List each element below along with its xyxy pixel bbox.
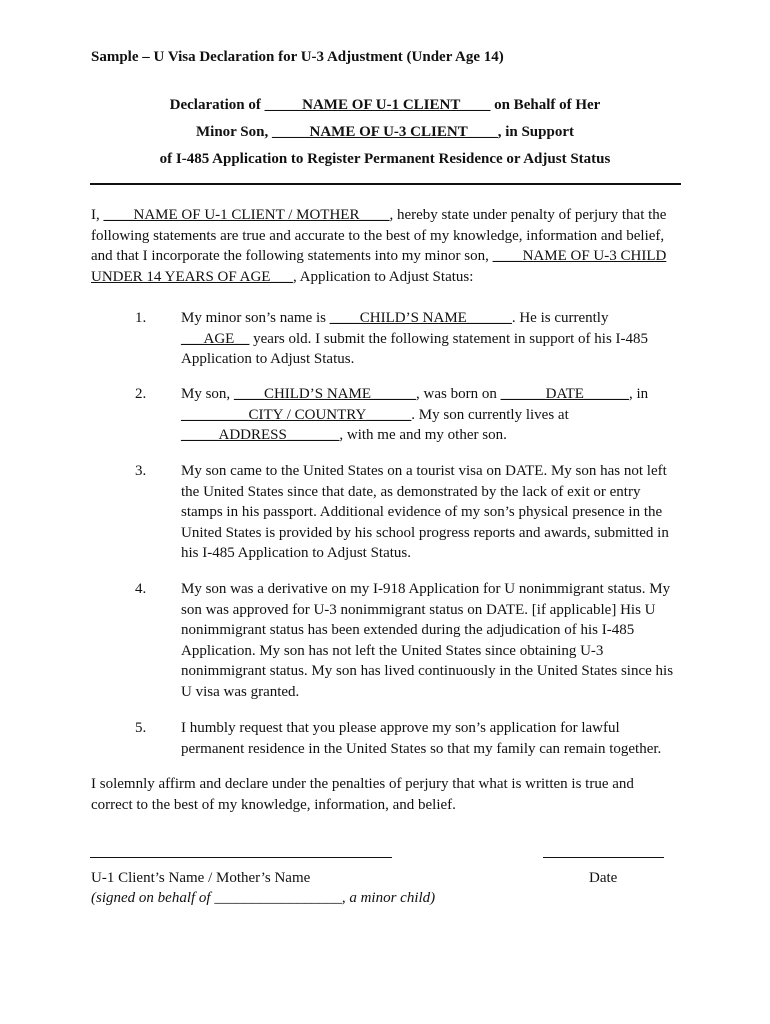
- item-text: [181, 384, 691, 446]
- item-line: his I-485 Application to Adjust Status.: [181, 545, 412, 562]
- signer-name-label: U-1 Client’s Name / Mother’s Name: [91, 870, 311, 886]
- heading-line-3: of I-485 Application to Register Permanent Residence or Adjust Status: [159, 151, 611, 167]
- item-line: nonimmigrant status. My son has lived continuously in the United States since his: [181, 663, 674, 680]
- mother-name-blank: ____NAME OF U-1 CLIENT / MOTHER____: [103, 207, 390, 223]
- item-line: My son came to the United States on a tourist visa on DATE. My son has not left: [181, 463, 667, 479]
- intro-text: , Application to Adjust Status:: [292, 268, 474, 285]
- item-line: [181, 384, 691, 405]
- item-text-run: , was born on: [416, 386, 501, 402]
- item-text-run: My minor son’s name is: [181, 310, 330, 326]
- intro-line: [91, 246, 691, 267]
- client-name-blank: _____NAME OF U-1 CLIENT____: [264, 97, 491, 113]
- item-number: 3.: [135, 463, 147, 479]
- minor-name-blank: _____NAME OF U-3 CLIENT____: [272, 124, 498, 140]
- signed-on-behalf-note: (signed on behalf of _________________, a minor child): [91, 890, 436, 906]
- childs-name-blank: ____CHILD’S NAME______: [329, 310, 512, 326]
- item-text-run: . My son currently lives at: [411, 406, 569, 423]
- item-line: [181, 405, 691, 426]
- item-number: 5.: [135, 720, 147, 736]
- heading-text: , in Support: [497, 124, 574, 140]
- item-line: the United States since that date, as demonstrated by the lack of exit or entry: [181, 483, 641, 500]
- signature-line: [90, 857, 392, 858]
- date-line: [543, 857, 664, 858]
- item-line: Application to Adjust Status.: [181, 351, 355, 368]
- intro-line: [91, 205, 691, 226]
- heading-text: Minor Son,: [196, 124, 272, 140]
- item-line: stamps in his passport. Additional evidence of my son’s physical presence in the: [181, 504, 663, 521]
- date-label: Date: [589, 870, 618, 886]
- affirmation-paragraph: [91, 774, 691, 815]
- heading-text: Declaration of: [169, 97, 265, 113]
- item-line: son was approved for U-3 nonimmigrant status on DATE. [if applicable] His U: [181, 601, 656, 618]
- item-text-run: My son,: [181, 386, 234, 402]
- item-text: [181, 718, 691, 759]
- age-blank: ___AGE__: [181, 330, 250, 347]
- item-text-run: , in: [628, 386, 649, 402]
- item-line: I humbly request that you please approve my son’s application for lawful: [181, 720, 620, 736]
- intro-text: I,: [91, 207, 104, 223]
- item-line: My son was a derivative on my I-918 Application for U nonimmigrant status. My: [181, 581, 671, 597]
- item-line: Application. My son has not left the United States since obtaining U-3: [181, 642, 604, 659]
- item-text: [181, 461, 691, 564]
- child-age-blank: UNDER 14 YEARS OF AGE___: [91, 268, 293, 285]
- item-number: 2.: [135, 386, 147, 402]
- item-number: 1.: [135, 310, 147, 326]
- intro-line: following statements are true and accurate to the best of my knowledge, information and belief,: [91, 227, 665, 244]
- item-line: permanent residence in the United States so that my family can remain together.: [181, 740, 662, 757]
- item-line: [181, 425, 691, 446]
- declaration-heading: [60, 92, 710, 173]
- item-number: 4.: [135, 581, 147, 597]
- sample-title: Sample – U Visa Declaration for U-3 Adjustment (Under Age 14): [91, 49, 504, 65]
- item-line: United States is provided by his school progress reports and awards, submitted in: [181, 524, 669, 541]
- item-line: U visa was granted.: [181, 683, 300, 700]
- affirmation-line: correct to the best of my knowledge, information, and belief.: [91, 796, 456, 813]
- child-name-blank: ____NAME OF U-3 CHILD: [492, 248, 667, 265]
- city-country-blank: _________CITY / COUNTRY______: [181, 406, 412, 423]
- heading-text: on Behalf of Her: [490, 97, 601, 113]
- affirmation-line: I solemnly affirm and declare under the penalties of perjury that what is written is true and: [91, 776, 634, 792]
- address-blank: _____ADDRESS_______: [181, 427, 340, 444]
- intro-text: and that I incorporate the following statements into my minor son,: [91, 248, 493, 265]
- childs-name-blank: ____CHILD’S NAME______: [233, 386, 417, 402]
- heading-line-1: [60, 92, 710, 119]
- date-blank: ______DATE______: [500, 386, 629, 402]
- item-text: [181, 308, 691, 370]
- item-line: [181, 329, 691, 350]
- item-line: nonimmigrant status has been extended during the adjudication of his I-485: [181, 622, 635, 639]
- item-text: [181, 579, 691, 703]
- item-text-run: years old. I submit the following statement in support of his I-485: [249, 330, 649, 347]
- heading-divider: [90, 183, 681, 185]
- item-text-run: , with me and my other son.: [339, 427, 507, 444]
- intro-text: , hereby state under penalty of perjury that the: [389, 207, 667, 223]
- item-line: [181, 308, 691, 329]
- item-text-run: . He is currently: [511, 310, 609, 326]
- intro-paragraph: [91, 205, 691, 287]
- intro-line: [91, 267, 691, 288]
- heading-line-2: [60, 119, 710, 146]
